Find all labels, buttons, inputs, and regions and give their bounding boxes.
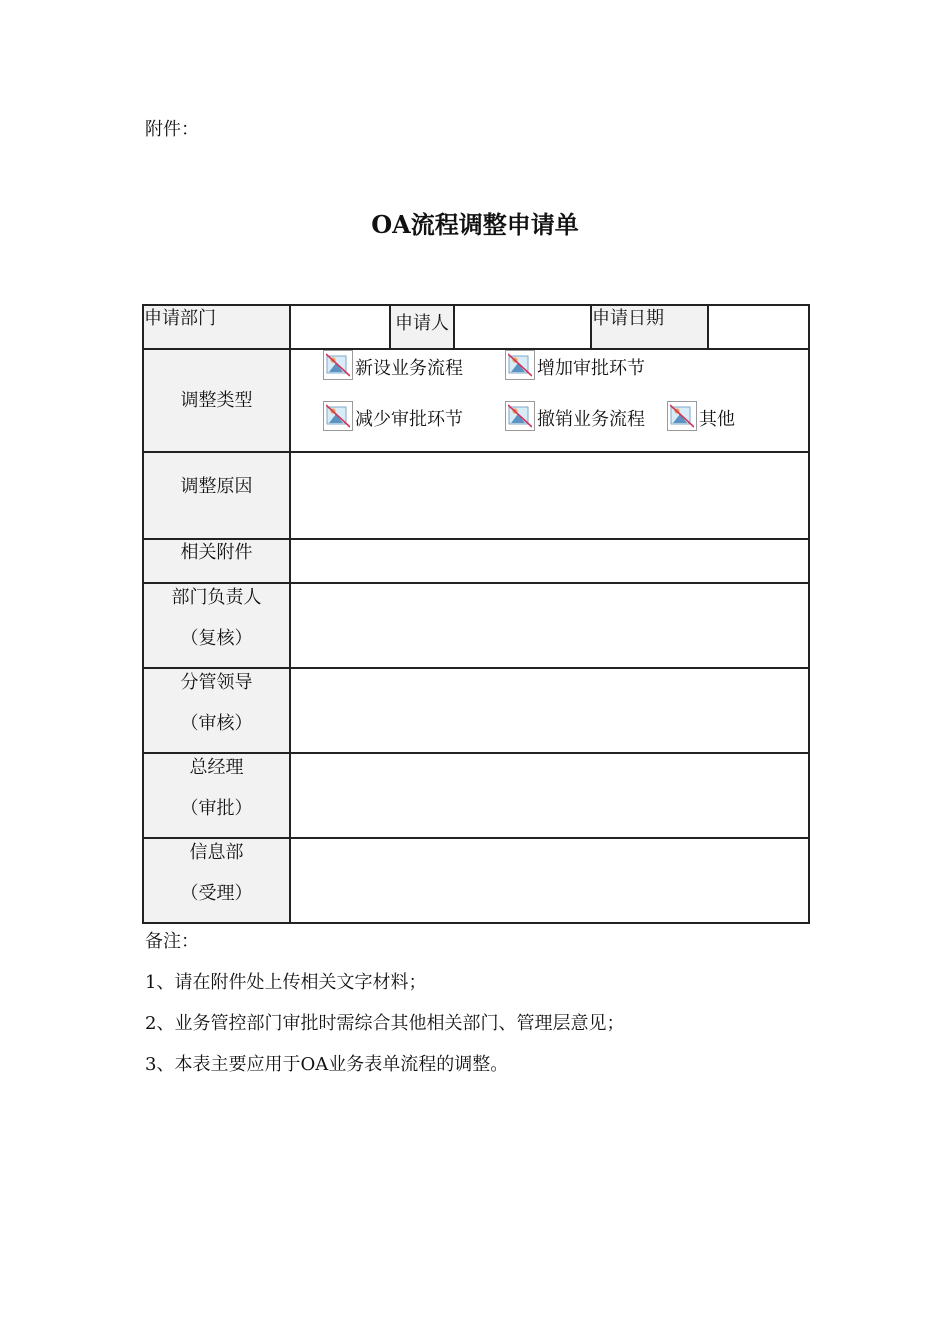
notes-section xyxy=(145,932,624,1096)
adjust-type-label: 调整类型 xyxy=(180,389,253,411)
attachment-field-label-cell xyxy=(143,539,290,583)
note-item: 1、请在附件处上传相关文字材料； xyxy=(145,972,427,993)
date-label-cell xyxy=(591,305,708,349)
notes-heading: 备注： xyxy=(145,931,199,952)
supervisor-label-cell xyxy=(143,668,290,753)
note-item: 3、本表主要应用于OA业务表单流程的调整。 xyxy=(145,1054,509,1075)
supervisor-row xyxy=(143,668,809,753)
dept-head-label-cell xyxy=(143,583,290,668)
attachment-label: 附件： xyxy=(145,119,199,140)
checkbox-image-icon[interactable] xyxy=(505,401,535,431)
it-dept-opinion-input[interactable] xyxy=(290,838,809,923)
supervisor-opinion-input[interactable] xyxy=(290,668,809,753)
attachment-field-label: 相关附件 xyxy=(180,542,253,563)
attachment-input[interactable] xyxy=(290,539,809,583)
gm-sublabel: （审批） xyxy=(180,798,253,819)
adjust-type-label-cell xyxy=(143,349,290,452)
option-new-process[interactable] xyxy=(323,350,463,380)
department-label-cell xyxy=(143,305,290,349)
option-label: 减少审批环节 xyxy=(355,409,463,430)
form-title: OA流程调整申请单 xyxy=(371,210,579,239)
dept-head-opinion-input[interactable] xyxy=(290,583,809,668)
date-input[interactable] xyxy=(708,305,809,349)
applicant-label-cell xyxy=(390,305,454,349)
option-label: 新设业务流程 xyxy=(355,358,463,379)
option-cancel-process[interactable] xyxy=(505,401,645,431)
dept-head-sublabel: （复核） xyxy=(180,628,253,649)
option-add-approval[interactable] xyxy=(505,350,645,380)
gm-row xyxy=(143,753,809,838)
application-form-table xyxy=(142,304,810,924)
reason-row xyxy=(143,452,809,539)
it-dept-sublabel: （受理） xyxy=(180,883,253,904)
dept-head-label: 部门负责人 xyxy=(171,587,262,608)
it-dept-row xyxy=(143,838,809,923)
checkbox-image-icon[interactable] xyxy=(505,350,535,380)
reason-label: 调整原因 xyxy=(180,476,253,497)
adjust-type-options xyxy=(290,349,809,452)
option-label: 撤销业务流程 xyxy=(537,409,645,430)
option-label: 其他 xyxy=(699,409,735,430)
header-row xyxy=(143,305,809,349)
date-label: 申请日期 xyxy=(592,308,664,329)
it-dept-label: 信息部 xyxy=(189,842,244,863)
option-reduce-approval[interactable] xyxy=(323,401,463,431)
reason-input[interactable] xyxy=(290,452,809,539)
dept-head-row xyxy=(143,583,809,668)
option-label: 增加审批环节 xyxy=(537,358,645,379)
checkbox-image-icon[interactable] xyxy=(323,350,353,380)
gm-label-cell xyxy=(143,753,290,838)
it-dept-label-cell xyxy=(143,838,290,923)
attachment-row xyxy=(143,539,809,583)
checkbox-image-icon[interactable] xyxy=(667,401,697,431)
applicant-label: 申请人 xyxy=(395,313,449,334)
department-label: 申请部门 xyxy=(144,308,216,329)
option-other[interactable] xyxy=(667,401,735,431)
applicant-input[interactable] xyxy=(454,305,591,349)
gm-opinion-input[interactable] xyxy=(290,753,809,838)
gm-label: 总经理 xyxy=(189,757,244,778)
supervisor-label: 分管领导 xyxy=(180,672,253,693)
department-input[interactable] xyxy=(290,305,390,349)
adjust-type-row xyxy=(143,349,809,452)
checkbox-image-icon[interactable] xyxy=(323,401,353,431)
reason-label-cell xyxy=(143,452,290,539)
supervisor-sublabel: （审核） xyxy=(180,713,253,734)
note-item: 2、业务管控部门审批时需综合其他相关部门、管理层意见； xyxy=(145,1013,625,1034)
